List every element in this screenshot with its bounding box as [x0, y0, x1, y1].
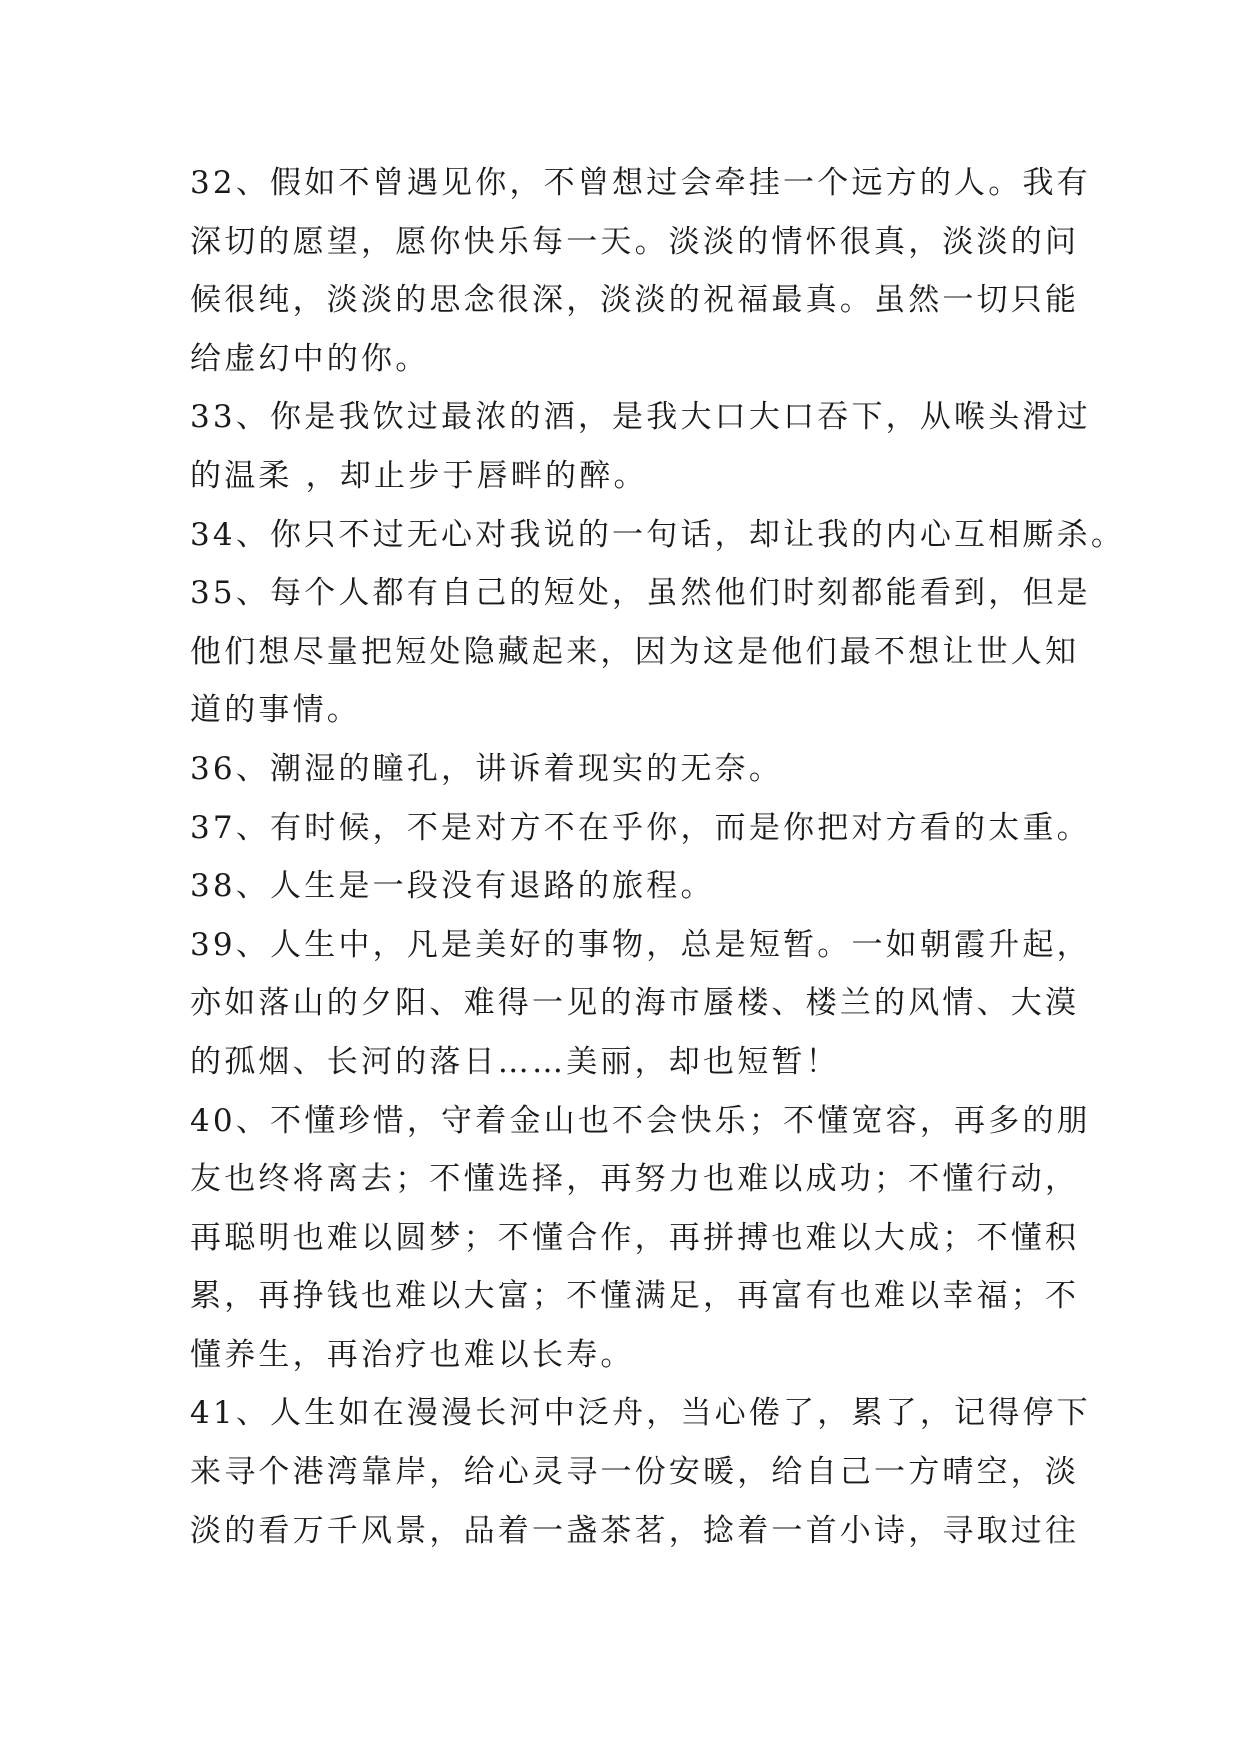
text-line: 33、你是我饮过最浓的酒，是我大口大口吞下，从喉头滑过 — [190, 399, 1091, 436]
paragraph-32 — [190, 154, 1091, 388]
text-line: 32、假如不曾遇见你，不曾想过会牵挂一个远方的人。我有 — [190, 165, 1091, 201]
text-line: 再聪明也难以圆梦；不懂合作，再拼搏也难以大成；不懂积 — [190, 1219, 1080, 1256]
text-line: 38、人生是一段没有退路的旅程。 — [190, 868, 715, 905]
document-page — [190, 154, 1126, 1560]
paragraph-33 — [190, 388, 1091, 505]
paragraph-41 — [190, 1384, 1091, 1560]
text-line: 给虚幻中的你。 — [190, 340, 430, 377]
text-line: 34、你只不过无心对我说的一句话，却让我的内心互相厮杀。 — [190, 516, 1126, 553]
text-line: 淡的看万千风景，品着一盏茶茗，捻着一首小诗，寻取过往 — [190, 1512, 1080, 1549]
text-line: 懂养生，再治疗也难以长寿。 — [190, 1336, 635, 1373]
paragraph-40 — [190, 1092, 1091, 1385]
text-line: 40、不懂珍惜，守着金山也不会快乐；不懂宽容，再多的朋 — [190, 1102, 1091, 1139]
text-line: 深切的愿望，愿你快乐每一天。淡淡的情怀很真，淡淡的问 — [190, 223, 1080, 260]
paragraph-36 — [190, 740, 1070, 799]
text-line: 41、人生如在漫漫长河中泛舟，当心倦了，累了，记得停下 — [190, 1395, 1091, 1432]
text-line: 累，再挣钱也难以大富；不懂满足，再富有也难以幸福；不 — [190, 1278, 1080, 1315]
text-line: 36、潮湿的瞳孔，讲诉着现实的无奈。 — [190, 750, 784, 787]
paragraph-34 — [190, 506, 1126, 565]
text-line: 的温柔 ，却止步于唇畔的醉。 — [190, 457, 648, 494]
text-line: 道的事情。 — [190, 692, 361, 729]
paragraph-39 — [190, 916, 1091, 1092]
paragraph-35 — [190, 564, 1091, 740]
text-line: 亦如落山的夕阳、难得一见的海市蜃楼、楼兰的风情、大漠 — [190, 985, 1080, 1022]
text-line: 友也终将离去；不懂选择，再努力也难以成功；不懂行动， — [190, 1161, 1080, 1198]
paragraph-37 — [190, 799, 1091, 858]
text-line: 37、有时候，不是对方不在乎你，而是你把对方看的太重。 — [190, 809, 1091, 846]
text-line: 他们想尽量把短处隐藏起来，因为这是他们最不想让世人知 — [190, 633, 1080, 670]
text-line: 35、每个人都有自己的短处，虽然他们时刻都能看到，但是 — [190, 575, 1091, 612]
text-line: 39、人生中，凡是美好的事物，总是短暂。一如朝霞升起， — [190, 926, 1091, 963]
text-line: 来寻个港湾靠岸，给心灵寻一份安暖，给自己一方晴空，淡 — [190, 1454, 1080, 1491]
text-line: 的孤烟、长河的落日……美丽，却也短暂！ — [190, 1043, 840, 1080]
paragraph-38 — [190, 857, 1070, 916]
text-line: 候很纯，淡淡的思念很深，淡淡的祝福最真。虽然一切只能 — [190, 282, 1080, 319]
